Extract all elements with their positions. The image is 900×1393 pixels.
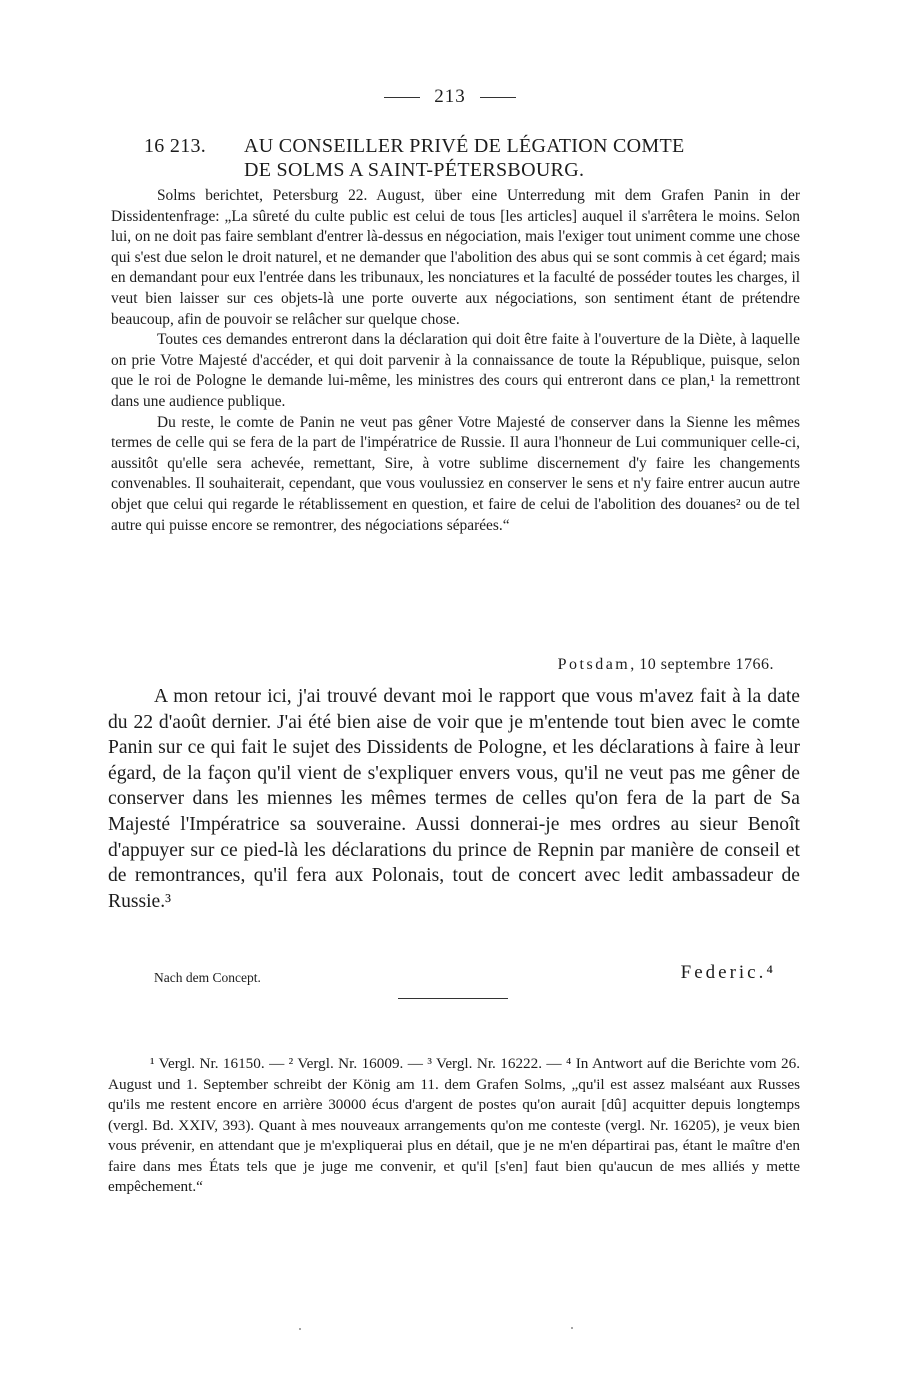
report-summary [111, 186, 800, 536]
signature: Federic.⁴ [680, 962, 776, 983]
document-number: 16 213. [144, 135, 207, 157]
document-heading [144, 134, 784, 182]
dateline-date: , 10 septembre 1766. [630, 656, 774, 673]
heading-title-line-2: DE SOLMS A SAINT-PÉTERSBOURG. [244, 159, 585, 181]
footnotes [108, 1054, 800, 1198]
page-number: 213 [434, 86, 466, 107]
summary-paragraph: Toutes ces demandes entreront dans la déclaration qui doit être faite à l'ouverture de la Diète, à laquelle on prie Votre Majesté d'accéder, et qui doit parvenir à la connaissance de toute la République, puisque, selon que le roi de Pologne le demande lui-même, les ministres des cours qui entreront dans ce plan,¹ la remettront dans une audience publique. [111, 331, 800, 410]
letter-body [108, 684, 800, 914]
summary-paragraph: Solms berichtet, Petersburg 22. August, über eine Unterredung mit dem Grafen Panin in der Dissidentenfrage: „La sûreté du culte public est celui de tous [les articles] auquel il s'arrêtera le moins. Selon lui, on ne doit pas faire semblant d'entrer là-dessus en négociation, mais l'exiger tout uniment comme une chose qui s'est due selon le droit naturel, et ne demander que l'abolition des abus qui se sont commis à cet égard; mais en demandant pour eux l'entrée dans les tribunaux, les nonciatures et la faculté de posséder toutes les charges, il veut bien laisser sur ces objets-là une porte ouverte aux négociations, son sentiment étant de prétendre beaucoup, afin de pouvoir se relâcher sur quelque chose. [111, 187, 800, 328]
dateline [558, 656, 774, 674]
footnote-divider [398, 998, 508, 999]
footnote-text: ¹ Vergl. Nr. 16150. — ² Vergl. Nr. 16009. — ³ Vergl. Nr. 16222. — ⁴ In Antwort auf die Berichte vom 26. August und 1. September schreibt der König am 11. dem Grafen Solms, „qu'il est assez malséant aux Russes qu'ils me restent encore en arrière 30000 écus d'argent de postes qu'on aurait [dû] acquitter depuis longtemps (vergl. Bd. XXIV, 393). Quant à mes nouveaux arrangements qu'on me conteste (vergl. Nr. 16205), je veux bien vous prévenir, en attendant que je m'expliquerai plus en détail, que je ne m'en départirai pas, étant le maître d'en faire dans mes États tels que je juge me convenir, et qu'il [s'en] faut bien qu'aucun de mes alliés y mette empêchement.“ [108, 1055, 800, 1195]
heading-title-line-1: AU CONSEILLER PRIVÉ DE LÉGATION COMTE [244, 135, 685, 157]
letter-paragraph: A mon retour ici, j'ai trouvé devant moi le rapport que vous m'avez fait à la date du 22 d'août dernier. J'ai été bien aise de voir que je m'entende tout bien avec le comte Panin sur ce qui fait le sujet des Dissidents de Pologne, et les déclarations à faire à leur égard, de la façon qu'il vient de s'expliquer envers vous, qu'il ne veut pas me gêner de conserver dans les miennes les mêmes termes de celles qu'on fera de la part de Sa Majesté l'Impératrice sa souveraine. Aussi donnerai-je mes ordres au sieur Benoît d'appuyer sur ce pied-là les déclarations du prince de Repnin par manière de conseil et de remontrances, qu'il fera aux Polonais, tout de concert avec ledit ambassadeur de Russie.³ [108, 686, 800, 912]
print-speck [571, 1327, 573, 1329]
right-dash-rule [480, 97, 516, 98]
page-number-header [0, 86, 900, 108]
source-note: Nach dem Concept. [154, 970, 261, 985]
summary-paragraph: Du reste, le comte de Panin ne veut pas gêner Votre Majesté de conserver dans la Sienne les mêmes termes de celle qui se fera de la part de l'impératrice de Russie. Il aura l'honneur de Lui communiquer celle-ci, aussitôt qu'elle sera achevée, remettant, Sire, à votre sublime discernement d'y faire les changements convenables. Il souhaiterait, cependant, que vous voulussiez en conserver le sens et n'y faire entrer aucun autre objet que celui qui regarde le rétablissement en question, et faire de celui de l'abolition des douanes² ou de tel autre qui puisse encore se remontrer, des négociations séparées.“ [111, 413, 800, 534]
left-dash-rule [384, 97, 420, 98]
print-speck [299, 1328, 301, 1330]
dateline-place: Potsdam [557, 656, 631, 673]
